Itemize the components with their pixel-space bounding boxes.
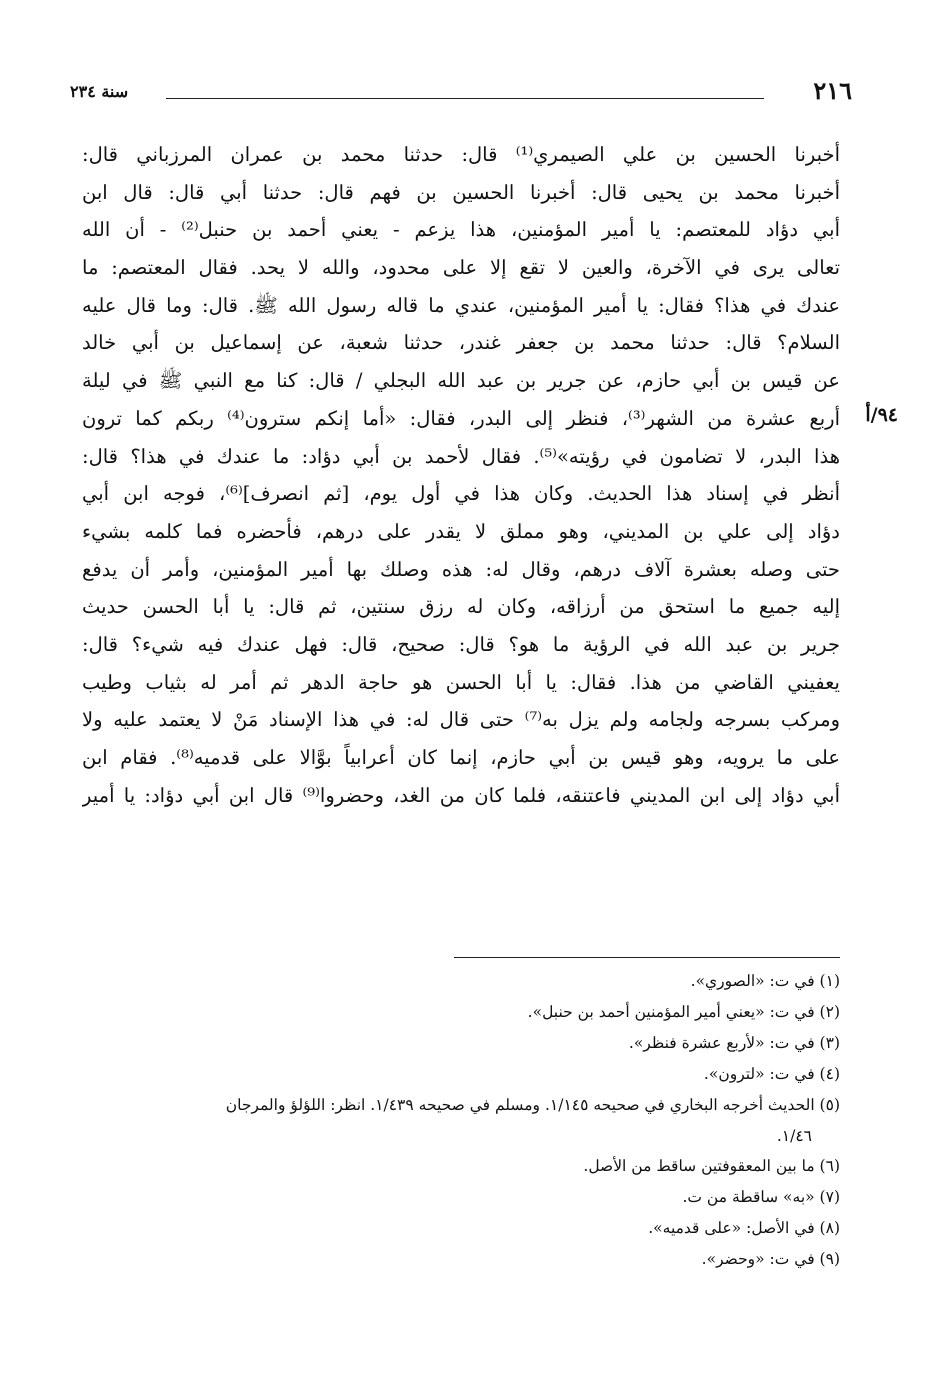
text-line: عندك في هذا؟ فقال: يا أمير المؤمنين، عندي ما قاله رسول الله ﷺ. قال: وما قال عليه [82, 293, 840, 317]
footnote-8: (٨) في الأصل: «على قدميه». [648, 1219, 840, 1237]
text-line: أبي دؤاد إلى ابن المديني فاعتنقه، فلما كان من الغد، وحضروا⁽⁹⁾ قال ابن أبي دؤاد: يا أمير [82, 783, 840, 807]
text-line: إليه جميع ما استحق من أرزاقه، وكان له رزق سنتين، ثم قال: يا أبا الحسن حديث [82, 595, 840, 619]
text-line: السلام؟ قال: حدثنا محمد بن جعفر غندر، حدثنا شعبة، عن إسماعيل بن أبي خالد [82, 331, 840, 355]
text-line: تعالى يرى في الآخرة، والعين لا تقع إلا على محدود، والله لا يحد. فقال المعتصم: ما [82, 256, 840, 280]
text-line: عن قيس بن أبي حازم، عن جرير بن عبد الله البجلي / قال: كنا مع النبي ﷺ في ليلة [82, 369, 840, 393]
text-line: دؤاد إلى علي بن المديني، وهو مملق لا يقدر على درهم، فأحضره فما كلمه بشيء [82, 519, 840, 543]
text-line: حتى وصله بعشرة آلاف درهم، وقال له: هذه وصلك بها أمير المؤمنين، وأمر أن يدفع [82, 557, 840, 581]
text-line: على ما يرويه، وهو قيس بن أبي حازم، إنما كان أعرابياً بوَّالا على قدميه⁽⁸⁾. فقام ابن [82, 746, 840, 769]
text-line: ومركب بسرجه ولجامه ولم يزل به⁽⁷⁾ حتى قال له: في هذا الإسناد مَنْ لا يعتمد عليه ولا [82, 708, 840, 732]
header-rule [166, 98, 764, 99]
text-line: هذا البدر، لا تضامون في رؤيته»⁽⁵⁾. فقال لأحمد بن أبي دؤاد: ما عندك في هذا؟ قال: [82, 444, 840, 468]
text-line: أربع عشرة من الشهر⁽³⁾، فنظر إلى البدر، فقال: «أما إنكم سترون⁽⁴⁾ ربكم كما ترون [82, 406, 840, 430]
footnote-1: (١) في ت: «الصوري». [690, 972, 840, 990]
text-line: أنظر في إسناد هذا الحديث. وكان هذا في أول يوم، [ثم انصرف]⁽⁶⁾، فوجه ابن أبي [82, 482, 840, 506]
footnote-5-continuation: ١/٤٦. [776, 1127, 812, 1145]
text-line: أخبرنا محمد بن يحيى قال: أخبرنا الحسين بن فهم قال: حدثنا أبي قال: قال ابن [82, 180, 840, 204]
text-line: أبي دؤاد للمعتصم: يا أمير المؤمنين، هذا يزعم - يعني أحمد بن حنبل⁽²⁾ - أن الله [82, 218, 840, 242]
footnotes [82, 966, 840, 1275]
main-text [82, 136, 840, 814]
footnote-4: (٤) في ت: «لترون». [703, 1065, 840, 1083]
footnote-5: (٥) الحديث أخرجه البخاري في صحيحه ١/١٤٥. ومسلم في صحيحه ١/٤٣٩. انظر: اللؤلؤ والمرجان [225, 1096, 840, 1114]
footnote-9: (٩) في ت: «وحضر». [701, 1250, 840, 1268]
footnote-6: (٦) ما بين المعقوفتين ساقط من الأصل. [583, 1157, 840, 1175]
footnote-2: (٢) في ت: «يعني أمير المؤمنين أحمد بن حنبل». [527, 1003, 840, 1021]
page-number: ٢١٦ [813, 76, 852, 105]
text-line: يعفيني القاضي من هذا. فقال: يا أبا الحسن هو حاجة الدهر ثم أمر له بثياب وطيب [82, 670, 840, 694]
page-header [70, 72, 852, 112]
margin-folio-note: ٩٤/أ [865, 404, 898, 426]
year-label: سنة ٢٣٤ [70, 82, 129, 101]
footnote-separator [454, 957, 840, 958]
footnote-3: (٣) في ت: «لأربع عشرة فنظر». [628, 1034, 840, 1052]
text-line: أخبرنا الحسين بن علي الصيمري⁽¹⁾ قال: حدثنا محمد بن عمران المرزباني قال: [82, 143, 840, 166]
text-line: جرير بن عبد الله في الرؤية ما هو؟ قال: صحيح، قال: فهل عندك فيه شيء؟ قال: [82, 632, 840, 656]
footnote-7: (٧) «به» ساقطة من ت. [682, 1188, 840, 1206]
